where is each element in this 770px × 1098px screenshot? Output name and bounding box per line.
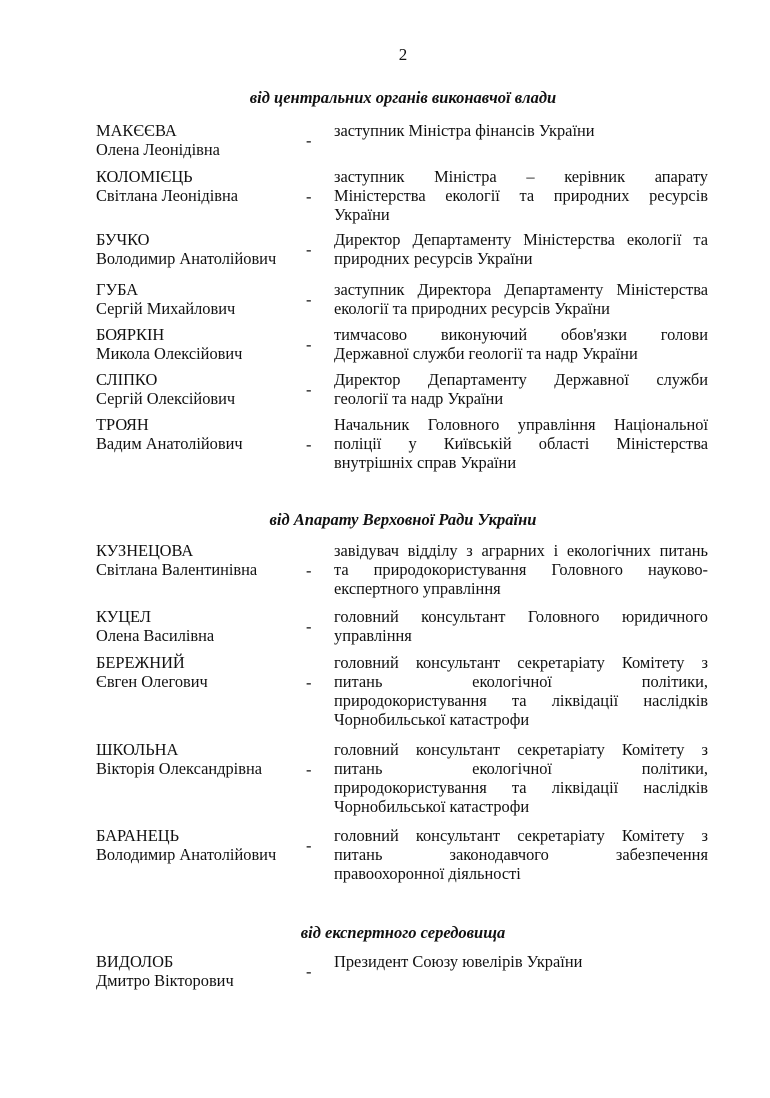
role-line: заступник Директора Департаменту Міністерства	[334, 280, 708, 299]
separator-dash: -	[306, 435, 312, 454]
member-given-name: Євген Олегович	[96, 672, 208, 691]
member-given-name: Микола Олексійович	[96, 344, 243, 363]
member-role	[334, 952, 708, 971]
member-given-name: Олена Леонідівна	[96, 140, 220, 159]
role-line: екології та природних ресурсів України	[334, 299, 610, 318]
section-title: від центральних органів виконавчої влади	[249, 88, 557, 107]
member-given-name: Сергій Олексійович	[96, 389, 236, 408]
separator-dash: -	[306, 187, 312, 206]
role-line: Чорнобильської катастрофи	[334, 710, 530, 729]
member-name	[96, 826, 301, 864]
separator-dash: -	[306, 673, 312, 692]
member-name	[96, 121, 301, 159]
member-role	[334, 280, 708, 318]
role-line: правоохоронної діяльності	[334, 864, 521, 883]
member-given-name: Дмитро Вікторович	[96, 971, 234, 990]
separator-dash: -	[306, 561, 312, 580]
member-name	[96, 370, 301, 408]
member-surname: БЕРЕЖНИЙ	[96, 653, 185, 672]
member-given-name: Світлана Леонідівна	[96, 186, 239, 205]
member-name	[96, 952, 301, 990]
role-line: головний консультант секретаріату Комітету з	[334, 653, 708, 672]
role-line: та природокористування Головного науково-	[334, 560, 708, 579]
member-given-name: Володимир Анатолійович	[96, 845, 277, 864]
member-role	[334, 653, 708, 729]
role-line: Директор Департаменту Міністерства екології та	[334, 230, 708, 249]
role-line: природних ресурсів України	[334, 249, 533, 268]
role-line: питань екологічної політики,	[334, 759, 708, 778]
separator-dash: -	[306, 380, 312, 399]
role-line: експертного управління	[334, 579, 501, 598]
member-role	[334, 167, 708, 224]
role-line: природокористування та ліквідації наслідків	[334, 778, 708, 797]
member-name	[96, 230, 301, 268]
member-given-name: Світлана Валентинівна	[96, 560, 258, 579]
role-line: завідувач відділу з аграрних і екологічних питань	[334, 541, 708, 560]
member-given-name: Сергій Михайлович	[96, 299, 236, 318]
member-role	[334, 541, 708, 598]
member-given-name: Вадим Анатолійович	[96, 434, 243, 453]
member-role	[334, 230, 708, 268]
separator-dash: -	[306, 290, 312, 309]
page-number: 2	[398, 45, 408, 64]
role-line: управління	[334, 626, 412, 645]
role-line: Директор Департаменту Державної служби	[334, 370, 708, 389]
member-surname: БУЧКО	[96, 230, 150, 249]
role-line: геології та надр України	[334, 389, 504, 408]
role-line: тимчасово виконуючий обов'язки голови	[334, 325, 708, 344]
role-line: природокористування та ліквідації наслідків	[334, 691, 708, 710]
member-role	[334, 121, 708, 140]
separator-dash: -	[306, 836, 312, 855]
section-title: від експертного середовища	[300, 923, 506, 942]
separator-dash: -	[306, 131, 312, 150]
role-line: питань екологічної політики,	[334, 672, 708, 691]
role-line: питань законодавчого забезпечення	[334, 845, 708, 864]
role-line: України	[334, 205, 390, 224]
member-surname: ВИДОЛОБ	[96, 952, 174, 971]
role-line: Міністерства екології та природних ресурсів	[334, 186, 708, 205]
role-line: Державної служби геології та надр України	[334, 344, 638, 363]
role-line: головний консультант секретаріату Комітету з	[334, 740, 708, 759]
separator-dash: -	[306, 335, 312, 354]
separator-dash: -	[306, 240, 312, 259]
member-surname: СЛІПКО	[96, 370, 158, 389]
member-role	[334, 607, 708, 645]
role-line: поліції у Київській області Міністерства	[334, 434, 708, 453]
section-title: від Апарату Верховної Ради України	[269, 510, 537, 529]
role-line: Чорнобильської катастрофи	[334, 797, 530, 816]
member-role	[334, 415, 708, 472]
member-surname: ГУБА	[96, 280, 139, 299]
member-name	[96, 415, 301, 453]
member-given-name: Вікторія Олександрівна	[96, 759, 263, 778]
role-line: Президент Союзу ювелірів України	[334, 952, 583, 971]
member-surname: КУЦЕЛ	[96, 607, 151, 626]
member-surname: МАКЄЄВА	[96, 121, 177, 140]
separator-dash: -	[306, 962, 312, 981]
role-line: заступник Міністра – керівник апарату	[334, 167, 708, 186]
member-surname: БОЯРКІН	[96, 325, 165, 344]
member-surname: ШКОЛЬНА	[96, 740, 179, 759]
role-line: заступник Міністра фінансів України	[334, 121, 595, 140]
member-given-name: Володимир Анатолійович	[96, 249, 277, 268]
member-name	[96, 541, 301, 579]
member-role	[334, 826, 708, 883]
member-name	[96, 607, 301, 645]
member-surname: КОЛОМІЄЦЬ	[96, 167, 193, 186]
role-line: головний консультант Головного юридичного	[334, 607, 708, 626]
member-role	[334, 370, 708, 408]
separator-dash: -	[306, 760, 312, 779]
member-name	[96, 280, 301, 318]
member-role	[334, 740, 708, 816]
member-surname: БАРАНЕЦЬ	[96, 826, 179, 845]
separator-dash: -	[306, 617, 312, 636]
member-given-name: Олена Василівна	[96, 626, 215, 645]
member-name	[96, 167, 301, 205]
member-role	[334, 325, 708, 363]
role-line: внутрішніх справ України	[334, 453, 517, 472]
role-line: головний консультант секретаріату Комітету з	[334, 826, 708, 845]
member-name	[96, 740, 301, 778]
member-name	[96, 325, 301, 363]
member-name	[96, 653, 301, 691]
member-surname: ТРОЯН	[96, 415, 149, 434]
member-surname: КУЗНЕЦОВА	[96, 541, 194, 560]
role-line: Начальник Головного управління Національної	[334, 415, 708, 434]
